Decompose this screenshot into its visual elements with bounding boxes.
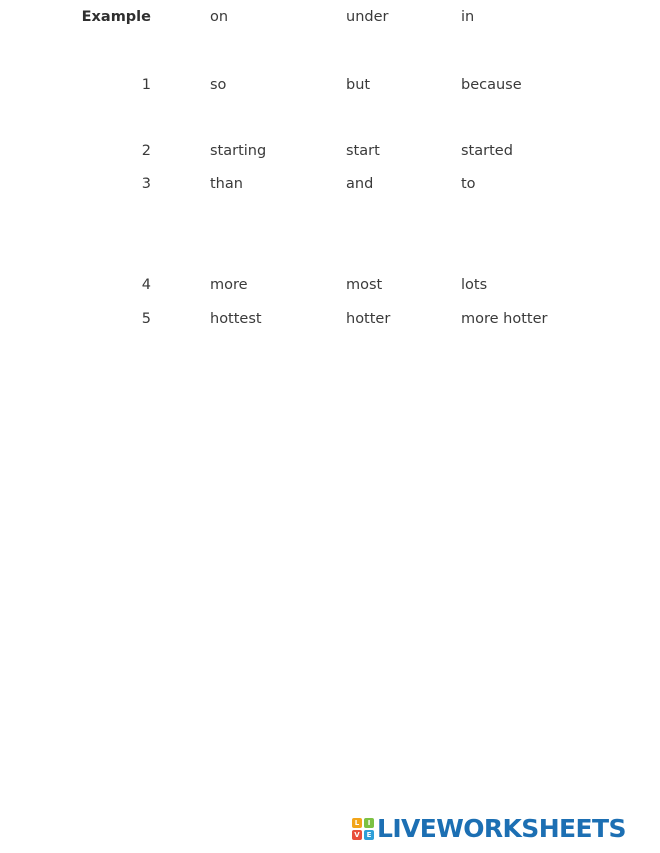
option-c[interactable]: lots	[461, 277, 488, 293]
question-row-1	[0, 74, 660, 96]
option-b[interactable]: hotter	[346, 311, 391, 327]
question-number: 2	[141, 143, 151, 159]
question-row-5	[0, 308, 660, 330]
option-a[interactable]: than	[210, 176, 243, 192]
logo-tile: V	[352, 830, 362, 840]
option-b[interactable]: and	[346, 176, 374, 192]
example-row	[0, 6, 660, 28]
row-label: Example	[81, 9, 151, 25]
option-a[interactable]: hottest	[210, 311, 262, 327]
option-a[interactable]: so	[210, 77, 227, 93]
option-a[interactable]: starting	[210, 143, 267, 159]
option-c[interactable]: to	[461, 176, 476, 192]
question-number: 3	[141, 176, 151, 192]
logo-tile: I	[364, 818, 374, 828]
option-c[interactable]: because	[461, 77, 522, 93]
question-row-4	[0, 274, 660, 296]
logo-tile: E	[364, 830, 374, 840]
liveworksheets-logo	[352, 814, 626, 844]
logo-tile: L	[352, 818, 362, 828]
question-number: 4	[141, 277, 151, 293]
question-number: 1	[141, 77, 151, 93]
option-b[interactable]: but	[346, 77, 371, 93]
question-row-2	[0, 140, 660, 162]
option-c: in	[461, 9, 475, 25]
question-number: 5	[141, 311, 151, 327]
option-a[interactable]: more	[210, 277, 248, 293]
option-b: under	[346, 9, 389, 25]
question-row-3	[0, 173, 660, 195]
option-c[interactable]: started	[461, 143, 513, 159]
option-b[interactable]: most	[346, 277, 383, 293]
logo-wordmark: LIVEWORKSHEETS	[377, 814, 626, 843]
option-a: on	[210, 9, 229, 25]
option-c[interactable]: more hotter	[461, 311, 548, 327]
liveworksheets-logo-icon	[352, 818, 374, 840]
option-b[interactable]: start	[346, 143, 380, 159]
